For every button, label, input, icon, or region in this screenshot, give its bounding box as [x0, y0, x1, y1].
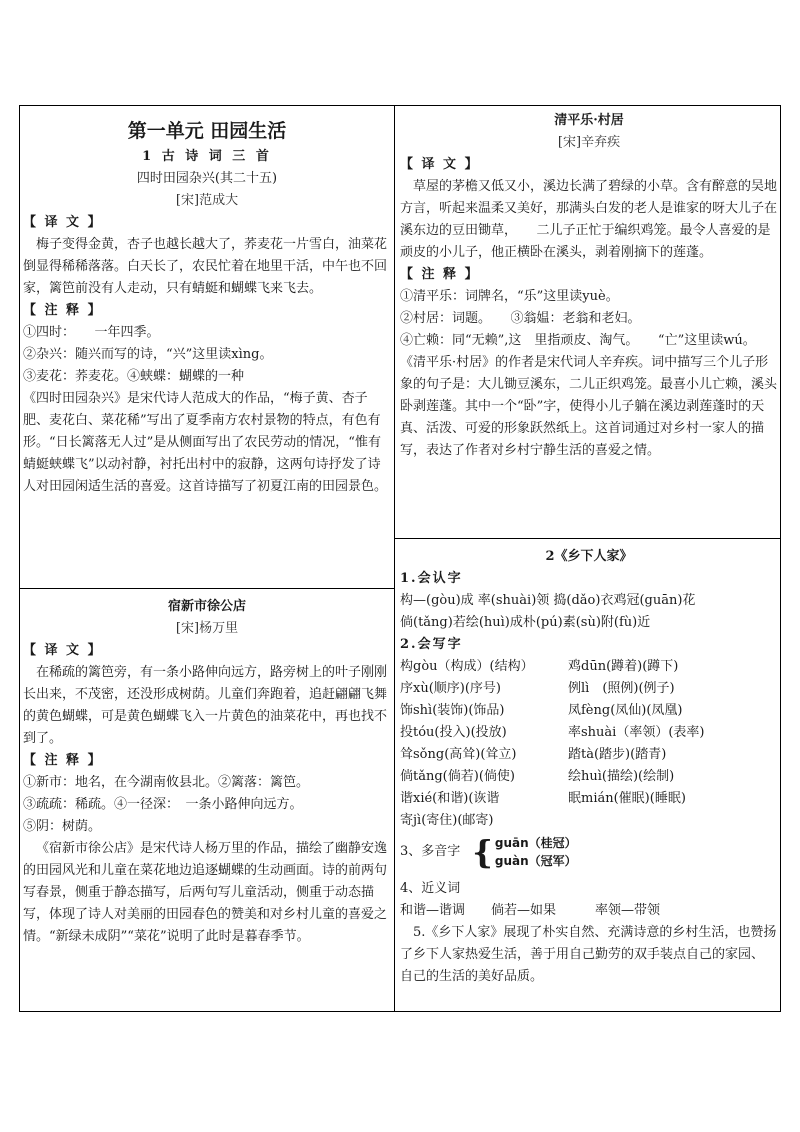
- polyphone-list: [495, 834, 577, 870]
- synonym-line: 和谐—谐调 倘若—如果 率领—带领: [400, 903, 661, 918]
- analysis-text: 《清平乐·村居》的作者是宋代词人辛弃疾。词中描写三个儿子形象的句子是：大儿锄豆溪东，二儿正织鸡笼。最喜小儿亡赖，溪头卧剥莲蓬。其中一个“卧”字，使得小儿子躺在溪边剥莲蓬时的天真、活泼、可爱的形象跃然纸上。这首词通过对乡村一家人的描写，表达了作者对乡村宁静生活的喜爱之情。: [400, 355, 778, 458]
- synonym-heading: 4、近义词: [400, 881, 461, 896]
- write-word-entry: 投tóu(投入)(投放): [400, 725, 507, 740]
- write-word-row: [400, 766, 778, 788]
- translation-heading: 【 译 文 】: [23, 643, 103, 658]
- polyphone-item: guàn（冠军）: [494, 854, 577, 868]
- analysis-text: 《宿新市徐公店》是宋代诗人杨万里的作品，描绘了幽静安逸的田园风光和儿童在菜花地边追逐蝴蝶的生动画面。诗的前两句写春景，侧重于静态描写，后两句写儿童活动，侧重于动态描写，体现了诗人对美丽的田园春色的赞美和对乡村儿童的喜爱之情。“新绿未成阴”“菜花”说明了此时是暮春季节。: [23, 841, 388, 944]
- write-word-entry: 饰shì(装饰)(饰品): [400, 703, 505, 718]
- note-item: ①新市：地名，在今湖南攸县北。②篱落：篱笆。: [23, 775, 310, 790]
- write-word-entry: 序xù(顺序)(序号): [400, 681, 501, 696]
- notes-heading: 【 注 释 】: [400, 267, 480, 282]
- note-item: ③疏疏：稀疏。④一径深： 一条小路伸向远方。: [23, 797, 303, 812]
- column-divider: [394, 106, 395, 1011]
- notes-heading: 【 注 释 】: [23, 303, 103, 318]
- lesson-title: 1 古 诗 词 三 首: [142, 149, 272, 164]
- summary-text: 5.《乡下人家》展现了朴实自然、充满诗意的乡村生活，也赞扬了乡下人家热爱生活，善于用自己勤劳的双手装点自己的家园、 自己的生活的美好品质。: [400, 925, 777, 984]
- note-item: ①四时： 一年四季。: [23, 325, 160, 340]
- write-word-entry: 耸sǒng(高耸)(耸立): [400, 747, 517, 762]
- write-word-row: [400, 700, 778, 722]
- write-word-row: [400, 678, 778, 700]
- brace-icon: {: [472, 833, 493, 871]
- write-word-list: [400, 656, 778, 810]
- note-item: ②杂兴：随兴而写的诗，“兴”这里读xìng。: [23, 347, 273, 362]
- polyphone-block: [400, 832, 778, 872]
- poem-title: 宿新市徐公店: [167, 599, 246, 614]
- analysis-text: 《四时田园杂兴》是宋代诗人范成大的作品，“梅子黄、杏子肥、麦花白、菜花稀”写出了夏季南方农村景物的特点，有色有形。“日长篱落无人过”是从侧面写出了农民劳动的情况，“惟有蜻蜓蛱蝶飞”以动衬静，衬托出村中的寂静，这两句诗抒发了诗人对田园闲适生活的喜爱。这首诗描写了初夏江南的田园景色。: [23, 391, 388, 494]
- recognize-line: 倘(tǎng)若绘(huì)成朴(pú)素(sù)附(fù)近: [400, 615, 651, 630]
- notes-heading: 【 注 释 】: [23, 753, 103, 768]
- translation-text: 草屋的茅檐又低又小，溪边长满了碧绿的小草。含有醉意的吴地方言，听起来温柔又美好，那满头白发的老人是谁家的呀大儿子在溪东边的豆田锄草， 二儿子正忙于编织鸡笼。最令人喜爱的是顽皮的小儿子，他正横卧在溪头，剥着刚摘下的莲蓬。: [400, 179, 778, 260]
- polyphone-heading: 3、多音字: [400, 844, 461, 859]
- write-word-entry: 眠mián(催眠)(睡眠): [568, 791, 686, 806]
- poem-title: 四时田园杂兴(其二十五): [136, 171, 278, 186]
- write-word-entry: 绘huì(描绘)(绘制): [568, 769, 675, 784]
- write-word-entry: 构gòu（构成）(结构）: [400, 659, 534, 674]
- left-row-divider: [20, 588, 394, 589]
- write-word-entry: 率shuài（率领）(表率): [568, 725, 705, 740]
- recognize-line: 构—(gòu)成 率(shuài)领 捣(dǎo)衣鸡冠(guān)花: [400, 593, 696, 608]
- recognize-heading: 1.会认字: [400, 571, 463, 586]
- write-last-line: 寄jì(寄住)(邮寄): [400, 813, 494, 828]
- note-item: ③麦花：荞麦花。④蛱蝶：蝴蝶的一种: [23, 369, 245, 384]
- poem-title: 清平乐·村居: [554, 113, 624, 128]
- note-item: ①清平乐：词牌名，“乐”这里读yuè。: [400, 289, 619, 304]
- write-word-row: [400, 744, 778, 766]
- translation-heading: 【 译 文 】: [23, 215, 103, 230]
- poem-author: [宋]范成大: [175, 193, 239, 208]
- poem-author: [宋]杨万里: [175, 621, 239, 636]
- document-sheet: [19, 105, 781, 1012]
- write-word-entry: 踏tà(踏步)(踏青): [568, 747, 667, 762]
- cell-xiangxia-renjia: [400, 546, 778, 988]
- write-word-entry: 谐xié(和谐)(诙谐: [400, 791, 500, 806]
- write-heading: 2.会写字: [400, 637, 463, 652]
- translation-heading: 【 译 文 】: [400, 157, 480, 172]
- note-item: ⑤阴：树荫。: [23, 819, 102, 834]
- cell-su-xinshi: [23, 596, 391, 948]
- write-word-row: [400, 788, 778, 810]
- note-item: ②村居：词题。 ③翁媪：老翁和老妇。: [400, 311, 641, 326]
- right-row-divider: [395, 538, 780, 539]
- write-word-entry: 倘tǎng(倘若)(倘使): [400, 769, 515, 784]
- write-word-entry: 例lì (照例)(例子): [568, 681, 675, 696]
- unit-title: 第一单元 田园生活: [127, 120, 287, 142]
- polyphone-item: guān（桂冠）: [494, 836, 577, 850]
- cell-qingpingle: [400, 110, 778, 462]
- write-word-row: [400, 656, 778, 678]
- write-word-row: [400, 722, 778, 744]
- write-word-entry: 凤fèng(凤仙)(凤凰): [568, 703, 683, 718]
- poem-author: [宋]辛弃疾: [557, 135, 621, 150]
- lesson-title: 2《乡下人家》: [545, 549, 633, 564]
- cell-sishi-tianyuan: [23, 112, 391, 498]
- translation-text: 梅子变得金黄，杏子也越长越大了，荞麦花一片雪白，油菜花倒显得稀稀落落。白天长了，农民忙着在地里干活，中午也不回家，篱笆前没有人走动，只有蜻蜓和蝴蝶飞来飞去。: [23, 237, 388, 296]
- translation-text: 在稀疏的篱笆旁，有一条小路伸向远方，路旁树上的叶子刚刚长出来，不茂密，还没形成树荫。儿童们奔跑着，追赶翩翩飞舞的黄色蝴蝶，可是黄色蝴蝶飞入一片黄色的油菜花中，再也找不到了。: [23, 665, 388, 746]
- write-word-entry: 鸡dūn(蹲着)(蹲下): [568, 659, 679, 674]
- note-item: ④亡赖：同“无赖”,这 里指顽皮、淘气。 “亡”这里读wú。: [400, 333, 756, 348]
